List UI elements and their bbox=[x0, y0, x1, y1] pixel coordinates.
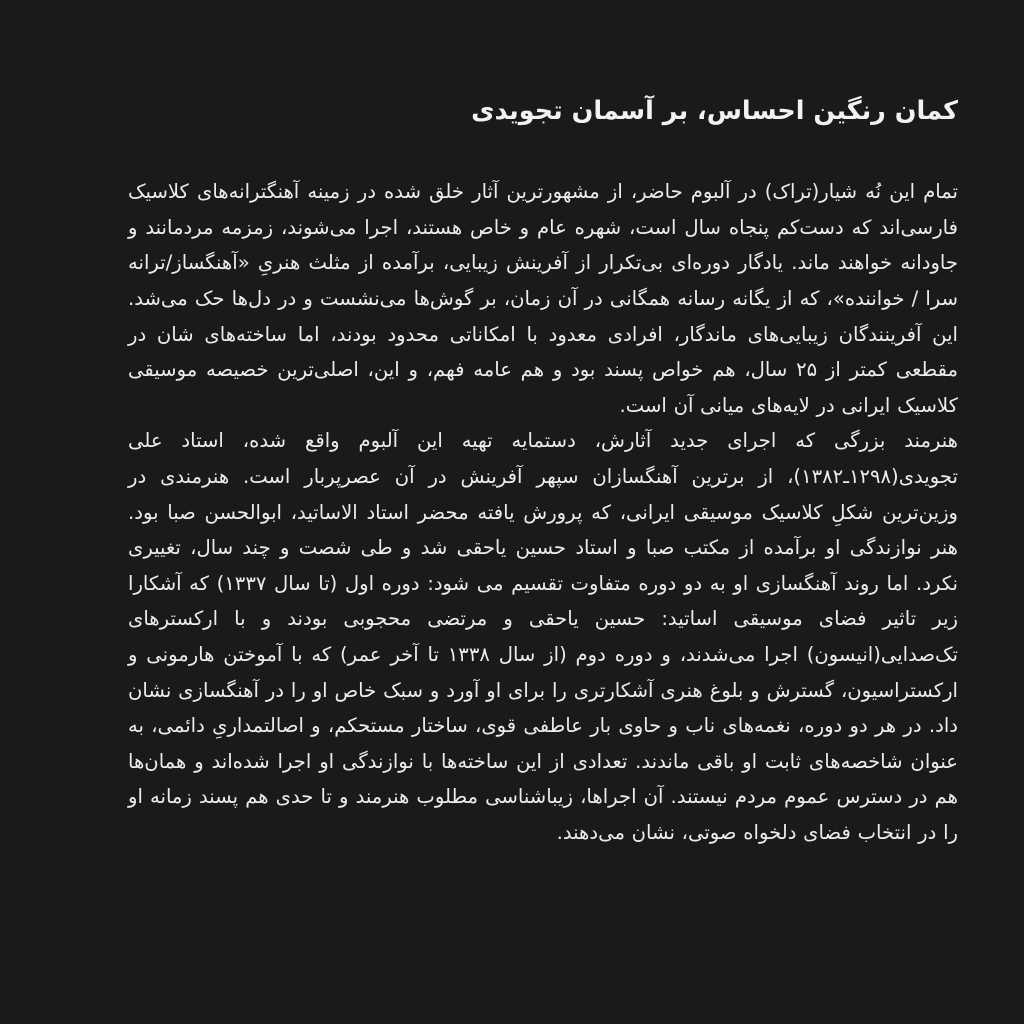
paragraph-2: هنرمند بزرگی که اجرای جدید آثارش، دستمایه تهیه این آلبوم واقع شده، استاد علی تجویدی(۱۲۹۸ـ۱۳۸۲)، از برترین آهنگسازان سپهر آفرینش در آن عصرپربار است. هنرمندی در وزین‌ترین شکلِ کلاسیک موسیقی ایرانی، که پرورش یافته محضر استاد الاساتید، ابوالحسن صبا بود. هنر نوازندگی او برآمده از مکتب صبا و استاد حسین یاحقی شد و طی شصت و چند سال، تغییری نکرد. اما روند آهنگسازی او به دو دوره متفاوت تقسیم می شود: دوره اول (تا سال ۱۳۳۷) که آشکارا زیر تاثیر فضای موسیقی اساتید: حسین یاحقی و مرتضی محجوبی بودند و با ارکسترهای تک‌صدایی(انیسون) اجرا می‌شدند، و دوره دوم (از سال ۱۳۳۸ تا آخر عمر) که با آموختن هارمونی و ارکستراسیون، گسترش و بلوغ هنری آشکارتری را برای او آورد و سبک خاص او را در آهنگسازی نشان داد. در هر دو دوره، نغمه‌های ناب و حاوی بار عاطفی قوی، ساختار مستحکم، و اصالتمداریِ دائمی، به عنوان شاخصه‌های ثابت او باقی ماندند. تعدادی از این ساخته‌ها با نوازندگی او اجرا شده‌اند و همان‌ها هم در دسترس عموم مردم نیستند. آن اجراها، زیباشناسی مطلوب هنرمند و تا حدی هم پسند زمانه او را در انتخاب فضای دلخواه صوتی، نشان می‌دهند. bbox=[128, 429, 959, 844]
article-container bbox=[128, 92, 958, 851]
article-body bbox=[128, 174, 958, 850]
page-title: کمان رنگین احساس، بر آسمان تجویدی bbox=[471, 96, 958, 126]
paragraph-1: تمام این نُه شیار(تراک) در آلبوم حاضر، از مشهورترین آثار خلق شده در زمینه آهنگترانه‌های کلاسیک فارسی‌اند که دست‌کم پنجاه سال است، شهره عام و خاص هستند، اجرا می‌شوند، زمزمه مردمانند و جاودانه خواهند ماند. یادگار دوره‌ای بی‌تکرار از آفرینش زیبایی، برآمده از مثلث هنریِ «آهنگساز/ترانه سرا / خواننده»، که از یگانه رسانه همگانی در آن زمان، بر گوش‌ها می‌نشست و در دل‌ها حک می‌شد. این آفرینندگان زیبایی‌های ماندگار، افرادی معدود با امکاناتی محدود بودند، اما ساخته‌های شان در مقطعی کمتر از ۲۵ سال، هم خواص پسند بود و هم عامه فهم، و این، اصلی‌ترین خصیصه موسیقی کلاسیک ایرانی در لایه‌های میانی آن است. bbox=[128, 180, 958, 417]
